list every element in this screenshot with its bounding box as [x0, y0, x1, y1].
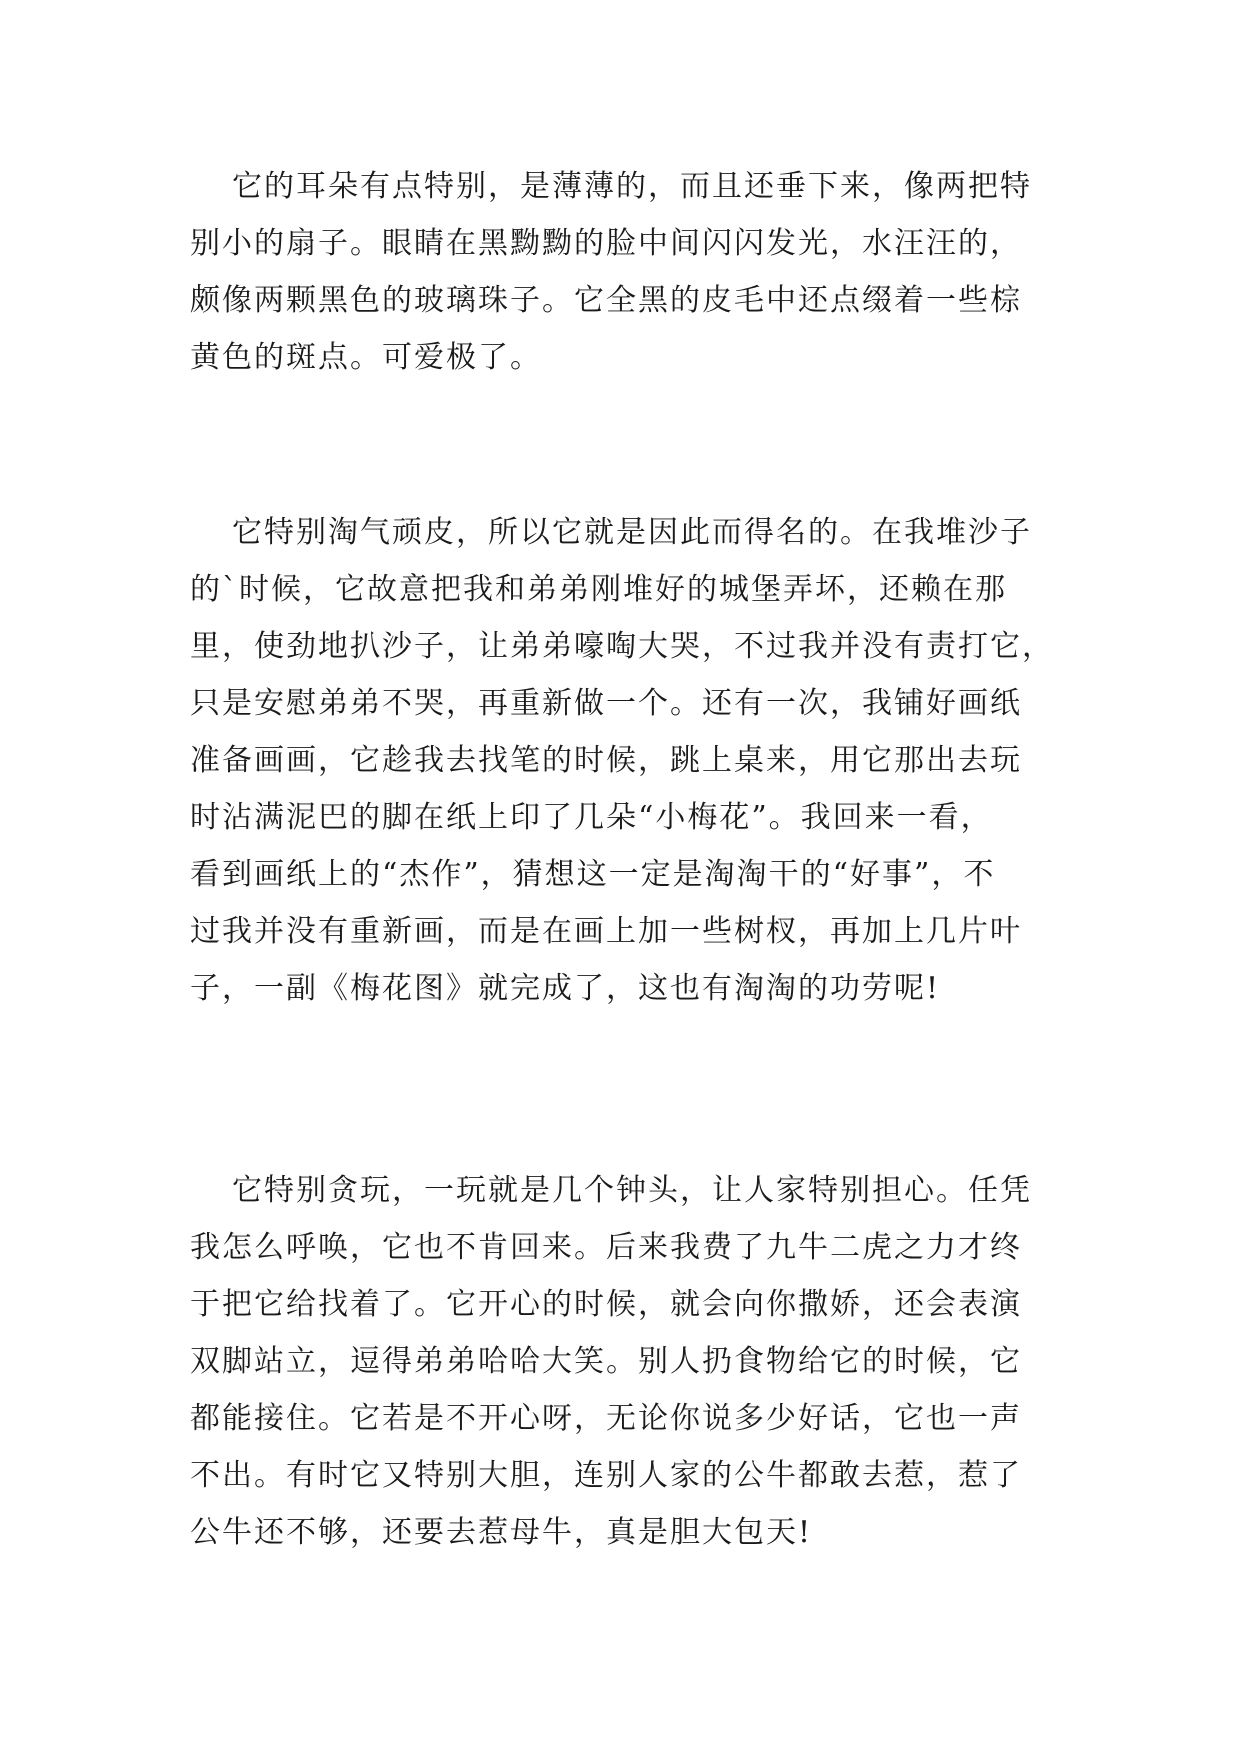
- text-line: 它的耳朵有点特别，是薄薄的，而且还垂下来，像两把特: [232, 169, 1032, 204]
- text-line: 子，一副《梅花图》就完成了，这也有淘淘的功劳呢!: [190, 971, 941, 1006]
- text-line: 看到画纸上的“杰作”，猜想这一定是淘淘干的“好事”，不: [190, 857, 996, 892]
- paragraph-ears-eyes: [190, 158, 1032, 386]
- text-line: 我怎么呼唤，它也不肯回来。后来我费了九牛二虎之力才终: [190, 1230, 1022, 1265]
- text-line: 的`时候，它故意把我和弟弟刚堆好的城堡弄坏，还赖在那: [190, 572, 1007, 607]
- text-line: 都能接住。它若是不开心呀，无论你说多少好话，它也一声: [190, 1401, 1022, 1436]
- text-line: 时沾满泥巴的脚在纸上印了几朵“小梅花”。我回来一看，: [190, 800, 993, 835]
- text-line: 它特别贪玩，一玩就是几个钟头，让人家特别担心。任凭: [232, 1173, 1032, 1208]
- text-line: 双脚站立，逗得弟弟哈哈大笑。别人扔食物给它的时候，它: [190, 1344, 1022, 1379]
- text-line: 于把它给找着了。它开心的时候，就会向你撒娇，还会表演: [190, 1287, 1022, 1322]
- paragraph-playful: [190, 1162, 1032, 1561]
- text-line: 公牛还不够，还要去惹母牛，真是胆大包天!: [190, 1515, 813, 1550]
- text-line: 颇像两颗黑色的玻璃珠子。它全黑的皮毛中还点缀着一些棕: [190, 283, 1022, 318]
- text-line: 黄色的斑点。可爱极了。: [190, 340, 542, 375]
- text-line: 准备画画，它趁我去找笔的时候，跳上桌来，用它那出去玩: [190, 743, 1022, 778]
- text-line: 过我并没有重新画，而是在画上加一些树杈，再加上几片叶: [190, 914, 1022, 949]
- text-line: 它特别淘气顽皮，所以它就是因此而得名的。在我堆沙子: [232, 515, 1032, 550]
- text-line: 别小的扇子。眼睛在黑黝黝的脸中间闪闪发光，水汪汪的，: [190, 226, 1022, 261]
- text-line: 不出。有时它又特别大胆，连别人家的公牛都敢去惹，惹了: [190, 1458, 1022, 1493]
- text-line: 只是安慰弟弟不哭，再重新做一个。还有一次，我铺好画纸: [190, 686, 1022, 721]
- text-line: 里，使劲地扒沙子，让弟弟嚎啕大哭，不过我并没有责打它，: [190, 629, 1054, 664]
- paragraph-naughty: [190, 504, 1054, 1017]
